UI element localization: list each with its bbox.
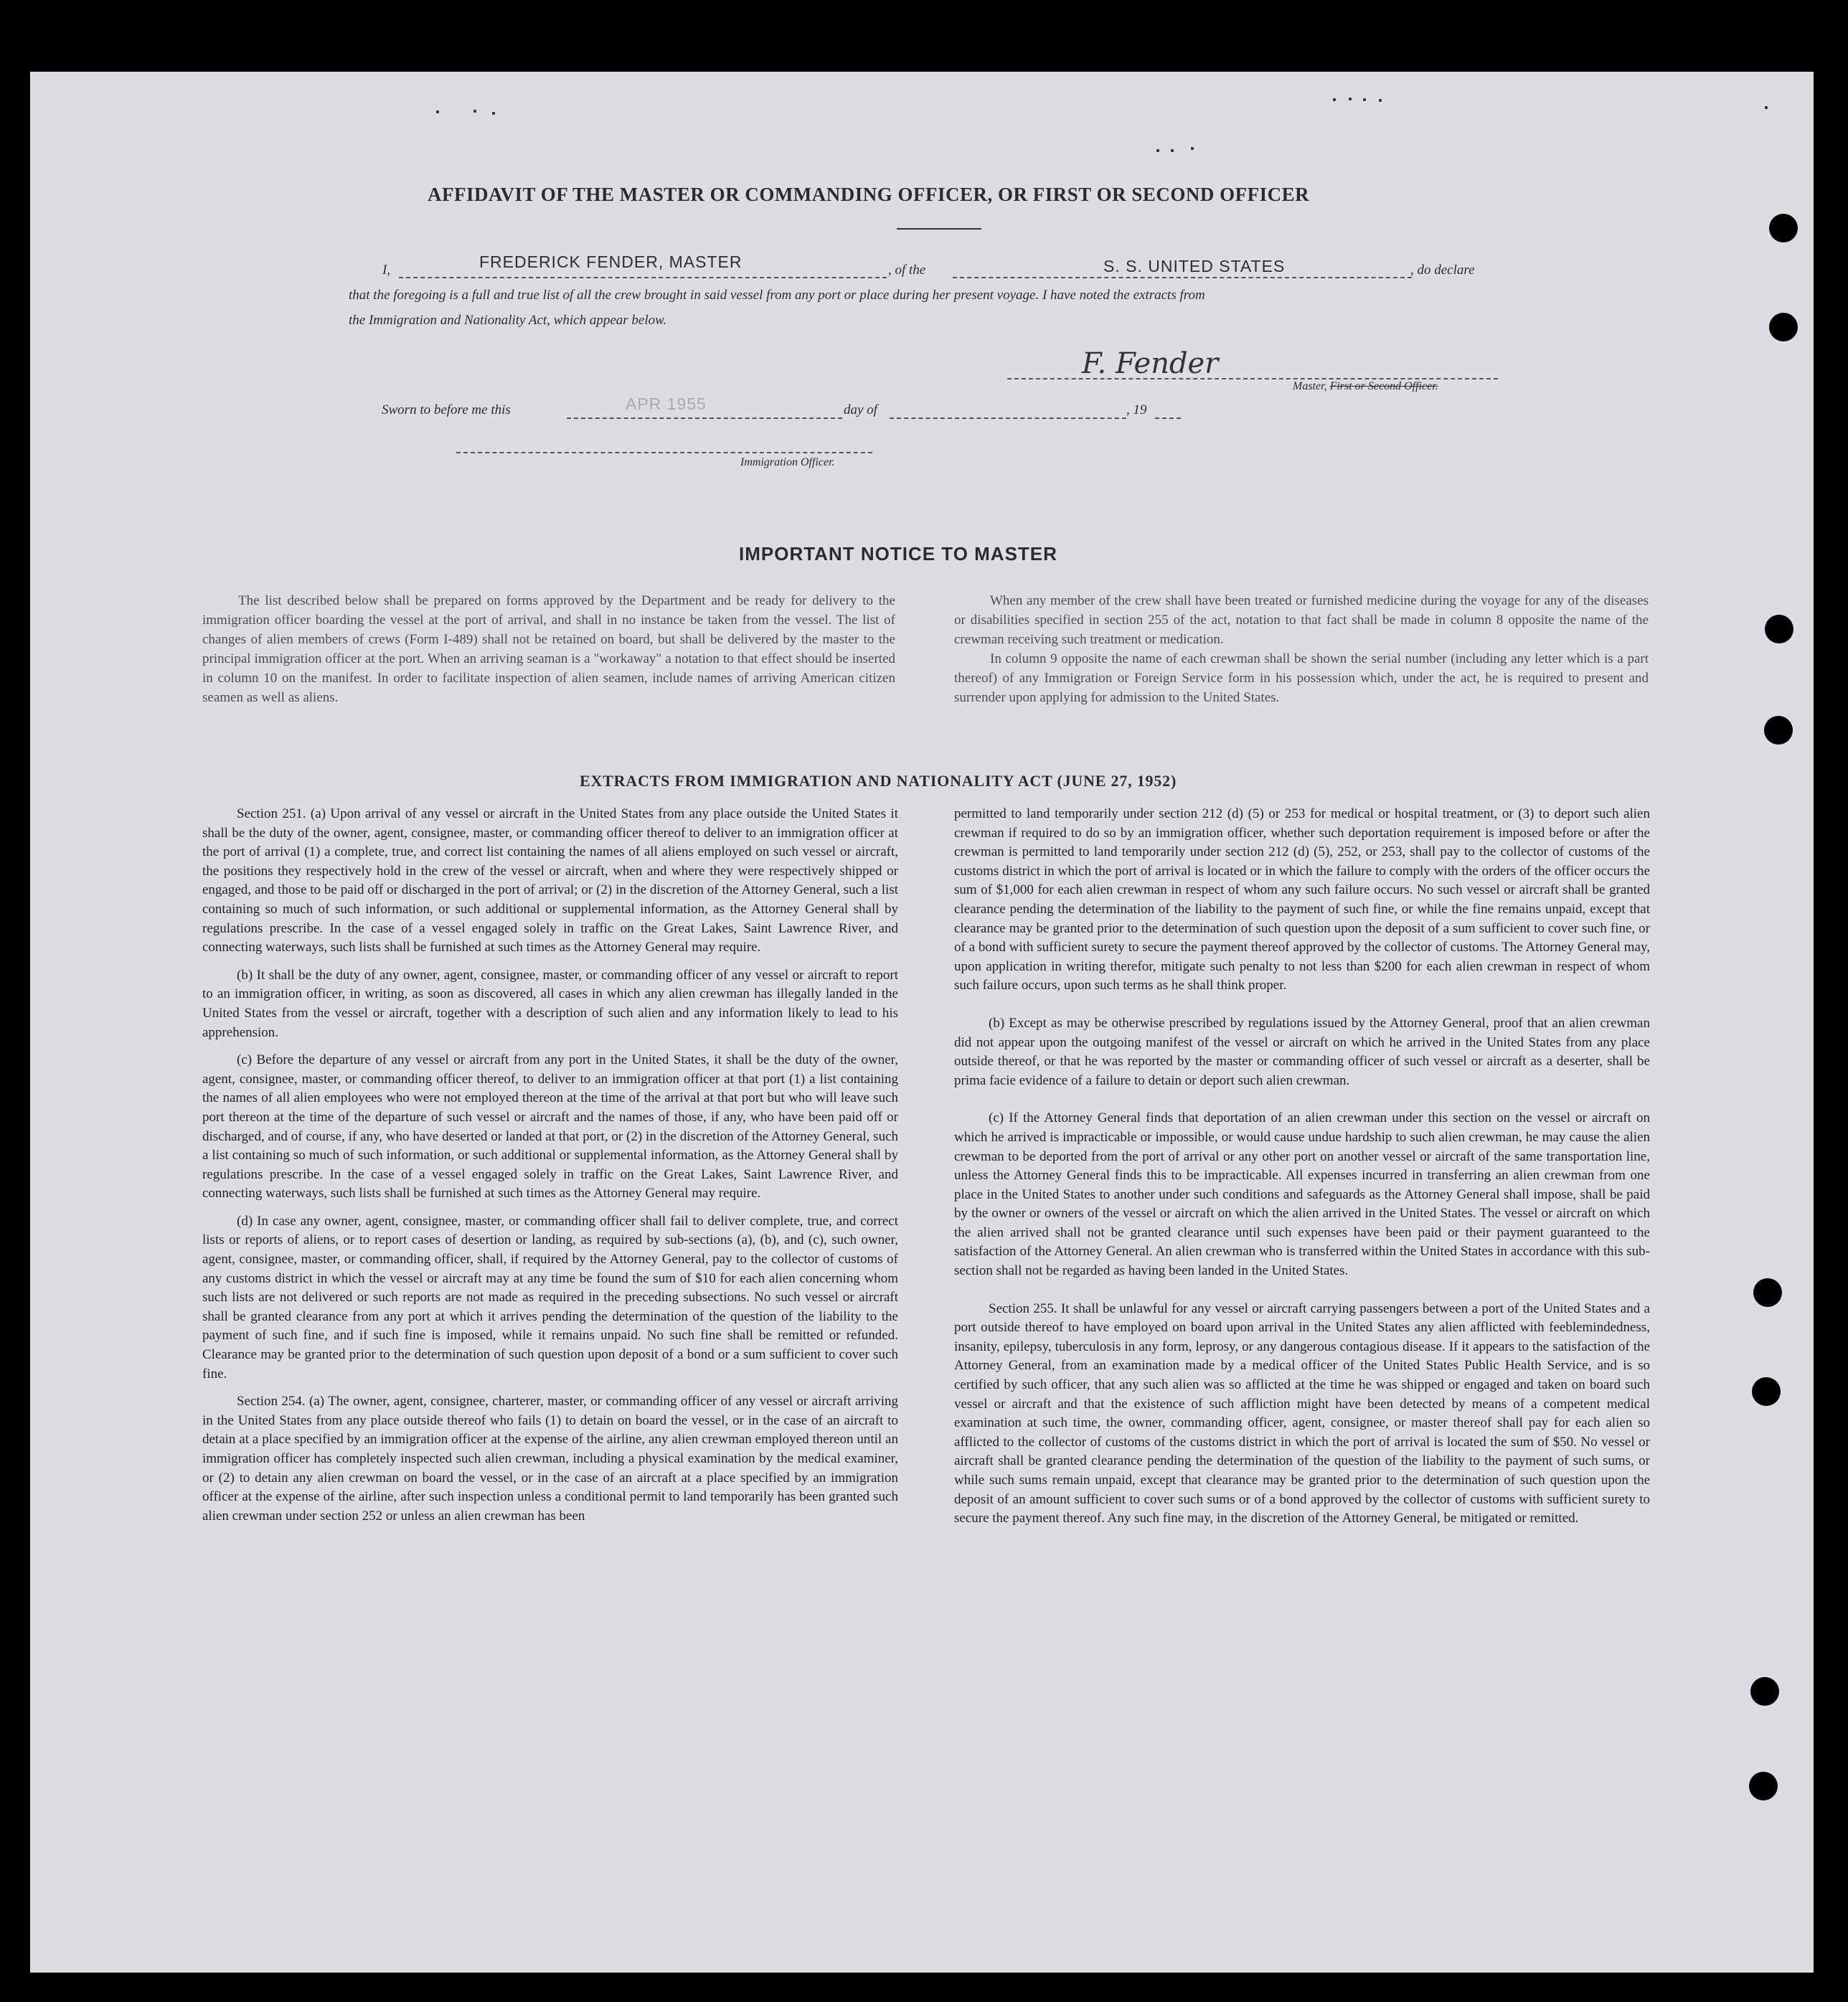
section-251-d: (d) In case any owner, agent, consignee, master, or commanding officer shall fail to deliver complete, true, and correct lists or reports of aliens, or to report cases of desertion or landing, as required by sub-sections (a), (b), and (c), such owner, agent, consignee, master, or commanding officer, shall, if required by the Attorney General, pay to the collector of customs of any customs district in which the vessel or aircraft may at any time be found the sum of $10 for each alien concerning whom such lists are not delivered or such reports are not made as required in the preceding subsections. No such vessel or aircraft shall be granted clearance from any port at which it arrives pending the determination of the question of the liability to the payment of such fine, and if such fine is imposed, while it remains unpaid. No such fine shall be remitted or refunded. Clearance may be granted prior to the determination of such question upon deposit of a bond or a sum sufficient to cover such fine. [202, 1213, 898, 1382]
punch-hole [1769, 313, 1798, 341]
caption-master: Master, [1293, 380, 1327, 392]
act-left-column [202, 805, 898, 1534]
sworn-day-line [567, 417, 842, 419]
scan-speck [1191, 147, 1194, 150]
scan-speck [1171, 149, 1174, 152]
section-255: Section 255. It shall be unlawful for any vessel or aircraft carrying passengers between a port of the United States and a port outside thereof to have employed on board upon arrival in the United States any alien afflicted with feeblemindedness, insanity, epilepsy, tuberculosis in any form, leprosy, or any dangerous contagious disease. If it appears to the satisfaction of the Attorney General, from an examination made by a medical officer of the United States Public Health Service, and is so certified by such officer, that any such alien was so afflicted at the time he was shipped or engaged and taken on board such vessel or aircraft and that the existence of such affliction might have been detected by means of a competent medical examination at such time, the owner, commanding officer, agent, consignee, or master thereof shall pay for each alien so afflicted to the collector of customs of the customs district in which the port of arrival is located the sum of $50. No vessel or aircraft shall be granted clearance pending the determination of the question of the liability to the payment of such sums, or while such sums remain unpaid, except that clearance may be granted prior to the determination of such question upon the deposit of an amount sufficient to cover such sums or of a bond approved by the collector of customs with sufficient surety to secure the payment thereof. Any such fine may, in the discretion of the Attorney General, be mitigated or remitted. [954, 1300, 1650, 1526]
vessel-name-field: S. S. UNITED STATES [1103, 257, 1286, 275]
act-right-column [954, 805, 1650, 1537]
name-fill-line [399, 277, 887, 278]
notice-left-paragraph: The list described below shall be prepared on forms approved by the Department and be ready for delivery to the immigration officer boarding the vessel at the port of arrival, and shall in no instance be taken from the vessel. The list of changes of alien members of crews (Form I-489) shall not be retained on board, but shall be delivered by the master to the principal immigration officer at the port. When an arriving seaman is a "workaway" a notation to that effect should be inserted in column 10 on the manifest. In order to facilitate inspection of alien seamen, include names of arriving American citizen seamen as well as aliens. [202, 593, 895, 705]
section-254-b: (b) Except as may be otherwise prescribed by regulations issued by the Attorney General, proof that an alien crewman did not appear upon the outgoing manifest of the vessel or aircraft on which he arrived in the United States from any place outside thereof, or that he was reported by the master or commanding officer of such vessel or aircraft as a deserter, shall be prima facie evidence of a failure to detain or deport such alien crewman. [954, 1015, 1650, 1088]
immigration-officer-caption: Immigration Officer. [740, 456, 835, 468]
declaration-i-label: I, [382, 263, 391, 278]
vessel-fill-line [953, 277, 1412, 278]
scan-speck [492, 112, 495, 115]
scan-speck [436, 110, 439, 113]
declaration-text-line3: the Immigration and Nationality Act, which appear below. [349, 313, 667, 328]
master-signature: F. Fender [1082, 347, 1219, 380]
section-254-a: Section 254. (a) The owner, agent, consignee, charterer, master, or commanding officer of any vessel or aircraft arriving in the United States from any place outside thereof who fails (1) to detain on board the vessel, or in the case of an aircraft to detain at a place specified by an immigration officer at the expense of the airline, any alien crewman employed thereon until an immigration officer has completely inspected such alien crewman, including a physical examination by the medical examiner, or (2) to detain any alien crewman on board the vessel, or in the case of an aircraft at a place specified by an immigration officer at the expense of the airline, after such inspection unless a conditional permit to land temporarily has been granted such alien crewman under section 252 or unless an alien crewman has been [202, 1394, 898, 1524]
section-254-a-continued: permitted to land temporarily under section 212 (d) (5) or 253 for medical or hospital treatment, or (3) to deport such alien crewman if required to do so by an immigration officer, whether such deportation requirement is imposed before or after the crewman is permitted to land temporarily under section 212 (d) (5), 252, or 253, shall pay to the collector of customs of the customs district in which the port of arrival is located or in which the failure to comply with the orders of the officer occurs the sum of $1,000 for each alien crewman in respect of whom any such failure occurs. No such vessel or aircraft shall be granted clearance pending the determination of the liability to the payment of such fine, or while the fine remains unpaid, except that clearance may be granted prior to the determination of such question upon the deposit of a sum sufficient to cover such fine, or of a bond with sufficient surety to secure the payment thereof approved by the collector of customs. The Attorney General may, upon application in writing therefor, mitigate such penalty to not less than $200 for each alien crewman in respect of whom such failure occurs, upon such terms as he shall think proper. [954, 806, 1650, 993]
sworn-month-line [890, 417, 1126, 419]
year-line [1155, 417, 1181, 419]
sworn-label: Sworn to before me this [382, 402, 511, 417]
punch-hole [1753, 1278, 1782, 1307]
punch-hole [1752, 1377, 1781, 1406]
punch-hole [1749, 1772, 1778, 1800]
notice-left-column [202, 591, 895, 707]
punch-hole [1764, 716, 1793, 745]
signature-caption [1293, 380, 1438, 393]
title-underline [897, 228, 981, 230]
date-stamp: APR 1955 [626, 395, 707, 413]
notice-title: IMPORTANT NOTICE TO MASTER [739, 543, 1057, 565]
punch-hole [1765, 615, 1793, 643]
day-of-label: day of [844, 402, 877, 417]
caption-struck-officer: First or Second Officer. [1329, 380, 1438, 392]
affidavit-title: AFFIDAVIT OF THE MASTER OR COMMANDING OFFICER, OR FIRST OR SECOND OFFICER [428, 184, 1310, 205]
declaration-text-line2: that the foregoing is a full and true list of all the crew brought in said vessel from any port or place during her present voyage. I have noted the extracts from [349, 288, 1205, 303]
scan-speck [473, 110, 476, 113]
notice-right-column [954, 591, 1649, 707]
scan-speck [1765, 106, 1768, 109]
notice-right-paragraph-2: In column 9 opposite the name of each crewman shall be shown the serial number (including any letter which is a part thereof) of any Immigration or Foreign Service form in his possession which, under the act, he is required to present and surrender upon applying for admission to the United States. [954, 651, 1649, 705]
year-label: , 19 [1126, 402, 1147, 417]
of-the-label: , of the [888, 263, 926, 278]
scan-speck [1156, 149, 1159, 152]
scan-speck [1333, 98, 1336, 101]
immigration-officer-line [456, 452, 872, 453]
notice-right-paragraph-1: When any member of the crew shall have been treated or furnished medicine during the voyage for any of the diseases or disabilities specified in section 255 of the act, notation to that fact shall be made in column 8 opposite the name of the crewman receiving such treatment or medication. [954, 593, 1649, 647]
section-251-b: (b) It shall be the duty of any owner, agent, consignee, master, or commanding officer of any vessel or aircraft to report to an immigration officer, in writing, as soon as discovered, all cases in which any alien crewman has illegally landed in the United States from the vessel or aircraft, together with a description of such alien and any information likely to lead to his apprehension. [202, 967, 898, 1040]
scan-speck [1379, 99, 1382, 102]
punch-hole [1750, 1677, 1779, 1706]
punch-hole [1769, 214, 1798, 242]
section-254-c: (c) If the Attorney General finds that deportation of an alien crewman under this section on the vessel or aircraft on which he arrived is impracticable or impossible, or would cause undue hardship to such alien crewman, he may cause the alien crewman to be deported from the port of arrival or any other port on another vessel or aircraft of the same transportation line, unless the Attorney General finds this to be impracticable. All expenses incurred in transferring an alien crewman from one place in the United States to another under such conditions and safeguards as the Attorney General shall impose, shall be paid by the owner or owners of the vessel or aircraft on which the alien arrived in the United States. The vessel or aircraft on which the alien arrived shall not be granted clearance until such expenses have been paid or their payment guaranteed to the satisfaction of the Attorney General. An alien crewman who is transferred within the United States in accordance with this sub-section shall not be regarded as having been landed in the United States. [954, 1110, 1650, 1279]
scan-speck [1349, 98, 1352, 100]
scan-speck [1363, 98, 1366, 101]
signature-line [1007, 378, 1498, 379]
section-251-c: (c) Before the departure of any vessel or aircraft from any port in the United States, it shall be the duty of the owner, agent, consignee, master, or commanding officer thereof, to deliver to an immigration officer at that port (1) a list containing the names of all alien employees who were not employed thereon at the time of the arrival at that port but who will leave such port thereon at the time of the departure of such vessel or aircraft and the names of those, if any, who have been paid off or discharged, and of course, if any, who have deserted or landed at that port, or (2) in the discretion of the Attorney General, such a list containing so much of such information, or such additional or supplemental information, as the Attorney General shall by regulations prescribe. In the case of a vessel engaged solely in traffic on the Great Lakes, Saint Lawrence River, and connecting waterways, such lists shall be furnished at such times as the Attorney General may require. [202, 1052, 898, 1201]
extracts-title: EXTRACTS FROM IMMIGRATION AND NATIONALITY ACT (JUNE 27, 1952) [580, 772, 1177, 790]
do-declare-label: , do declare [1410, 263, 1475, 278]
master-name-field: FREDERICK FENDER, MASTER [479, 252, 742, 271]
section-251-a: Section 251. (a) Upon arrival of any vessel or aircraft in the United States from any place outside the United States it shall be the duty of the owner, agent, consignee, master, or commanding officer thereof to deliver to an immigration officer at the port of arrival (1) a complete, true, and correct list containing the names of all aliens employed on such vessel or aircraft, the positions they respectively hold in the crew of the vessel or aircraft, when and where they were respectively shipped or engaged, and those to be paid off or discharged in the port of arrival; or (2) in the discretion of the Attorney General, such a list containing so much of such information, or such additional or supplemental information, as the Attorney General shall by regulations prescribe. In the case of a vessel engaged solely in traffic on the Great Lakes, Saint Lawrence River, and connecting waterways, such lists shall be furnished at such times as the Attorney General may require. [202, 806, 898, 955]
